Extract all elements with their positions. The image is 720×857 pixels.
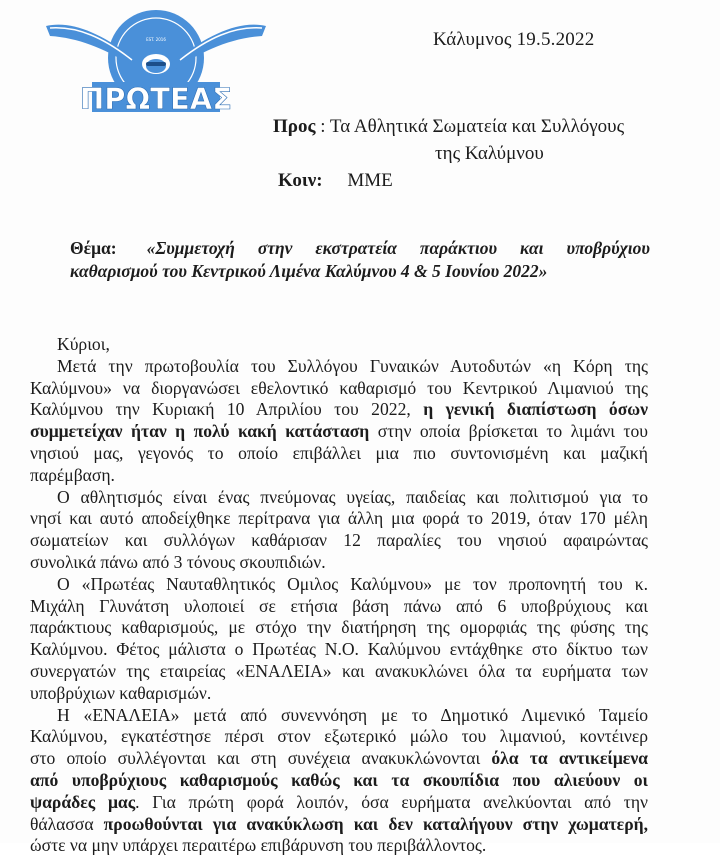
paragraph-line: νησί και αυτό αποδείχθηκε περίτρανα για άλλη μια φορά το 2019, όταν 170 μέλη (30, 508, 648, 529)
paragraph-line: συνεργατών της εταιρείας «ΕΝΑΛΕΙΑ» και ανακυκλώνει όλα τα ευρήματα των (30, 660, 648, 681)
paragraph-line: Καλύμνου» να διοργανώσει εθελοντικό καθαρισμό του Κεντρικού Λιμανιού της (30, 377, 648, 398)
letter-date: Κάλυμνος 19.5.2022 (433, 29, 595, 50)
text-run: θάλασσα (30, 813, 104, 834)
text-run: . Για πρώτη φορά λοιπόν, όσα ευρήματα ανελκύονται από την (135, 791, 648, 812)
letter-body (30, 334, 648, 857)
emphasis-text: προωθούνται για ανακύκλωση και δεν καταλήγουν στην χωματερή, (103, 813, 648, 834)
paragraph-line: Μιχάλη Γλυνάτση υλοποιεί σε ετήσια βάση πάνω από 6 υποβρύχιους και (30, 595, 648, 616)
paragraph-line: νησιού μας, γεγονός το οποίο επιβάλλει μια πιο συντονισμένη και μαζική (30, 442, 648, 463)
emphasis-text: από υποβρύχιους καθαρισμούς καθώς και τα σκουπίδια που αλιεύουν οι (30, 769, 648, 790)
club-logo (42, 8, 270, 114)
emphasis-text: όλα τα αντικείμενα (491, 748, 648, 769)
paragraph-line (30, 399, 648, 421)
subject-block (70, 237, 650, 283)
cc-value: ΜΜΕ (347, 170, 393, 191)
paragraph-line: σωματείων και συλλόγων καθάρισαν 12 παραλίες του νησιού αφαιρώντας (30, 530, 648, 551)
paragraph-line: παρέμβαση. (30, 464, 115, 485)
to-label: Προς (273, 116, 316, 137)
emphasis-text: συμμετείχαν ήταν η πολύ κακή κατάσταση (30, 421, 370, 442)
cc-label: Κοιν: (278, 170, 323, 191)
subject-text-1: «Συμμετοχή στην εκστρατεία παράκτιου και υποβρύχιου (146, 238, 650, 258)
subject-line-2 (70, 260, 650, 283)
logo-wordmark: ΠΡΩΤΕΑΣ (79, 82, 233, 114)
emphasis-text: ψαράδες μας (30, 791, 136, 812)
to-recipient-line-2: της Καλύμνου (435, 143, 544, 164)
subject-label: Θέμα: (70, 238, 117, 258)
cc-row (278, 167, 624, 194)
text-run: Καλύμνου την Κυριακή 10 Απριλίου του 2022, (30, 399, 424, 420)
recipients-block (273, 113, 624, 194)
paragraph-line: συνολικά πάνω από 3 τόνους σκουπιδιών. (30, 551, 326, 572)
paragraph-line: Η «ΕΝΑΛΕΙΑ» μετά από συνεννόηση με το Δημοτικό Λιμενικό Ταμείο (57, 704, 648, 725)
text-run: στην οποία βρίσκεται το λιμάνι του (369, 421, 648, 442)
subject-line-1 (70, 237, 650, 260)
paragraph-line (30, 814, 648, 836)
svg-text:EST. 2016: EST. 2016 (146, 37, 166, 42)
paragraph-line: παράκτιους καθαρισμούς, με στόχο την διατήρηση της ομορφιάς της φύσης της (30, 617, 648, 638)
paragraph-line: υποβρύχιων καθαρισμών. (30, 682, 212, 703)
to-recipient-line-1: Τα Αθλητικά Σωματεία και Συλλόγους (329, 116, 625, 137)
paragraph-line: Ο αθλητισμός είναι ένας πνεύμονας υγείας, παιδείας και πολιτισμού για το (57, 486, 648, 507)
paragraph-line (30, 421, 648, 443)
paragraph-line: ώστε να μην υπάρχει περαιτέρω επιβάρυνση του περιβάλλοντος. (30, 835, 487, 856)
text-run: στο οποίο συλλέγονται και στη συνέχεια ανακυκλώνονται (30, 748, 492, 769)
paragraph-line: Μετά την πρωτοβουλία του Συλλόγου Γυναικών Αυτοδυτών «η Κόρη της (57, 355, 648, 376)
subject-text-2: καθαρισμού του Κεντρικού Λιμένα Καλύμνου 4 & 5 Ιουνίου 2022» (70, 261, 548, 281)
paragraph-line: Καλύμνου, εγκατέστησε πέρσι στον εξωτερικό μώλο του λιμανιού, κοντέινερ (30, 726, 648, 747)
paragraph-line (30, 770, 648, 792)
to-row (273, 113, 624, 140)
paragraph-line (30, 792, 648, 814)
paragraph-line (30, 748, 648, 770)
swimmer-logo-icon (42, 8, 270, 114)
salutation: Κύριοι, (57, 334, 110, 354)
paragraph-line: Ο «Πρωτέας Ναυταθλητικός Ομιλος Καλύμνου» με τον προπονητή του κ. (57, 573, 648, 594)
to-separator: : (320, 116, 326, 137)
paragraph-line: Καλύμνου. Φέτος μάλιστα ο Πρωτέας Ν.Ο. Καλύμνου εντάχθηκε στο δίκτυο των (30, 639, 648, 660)
emphasis-text: η γενική διαπίστωση όσων (423, 399, 648, 420)
